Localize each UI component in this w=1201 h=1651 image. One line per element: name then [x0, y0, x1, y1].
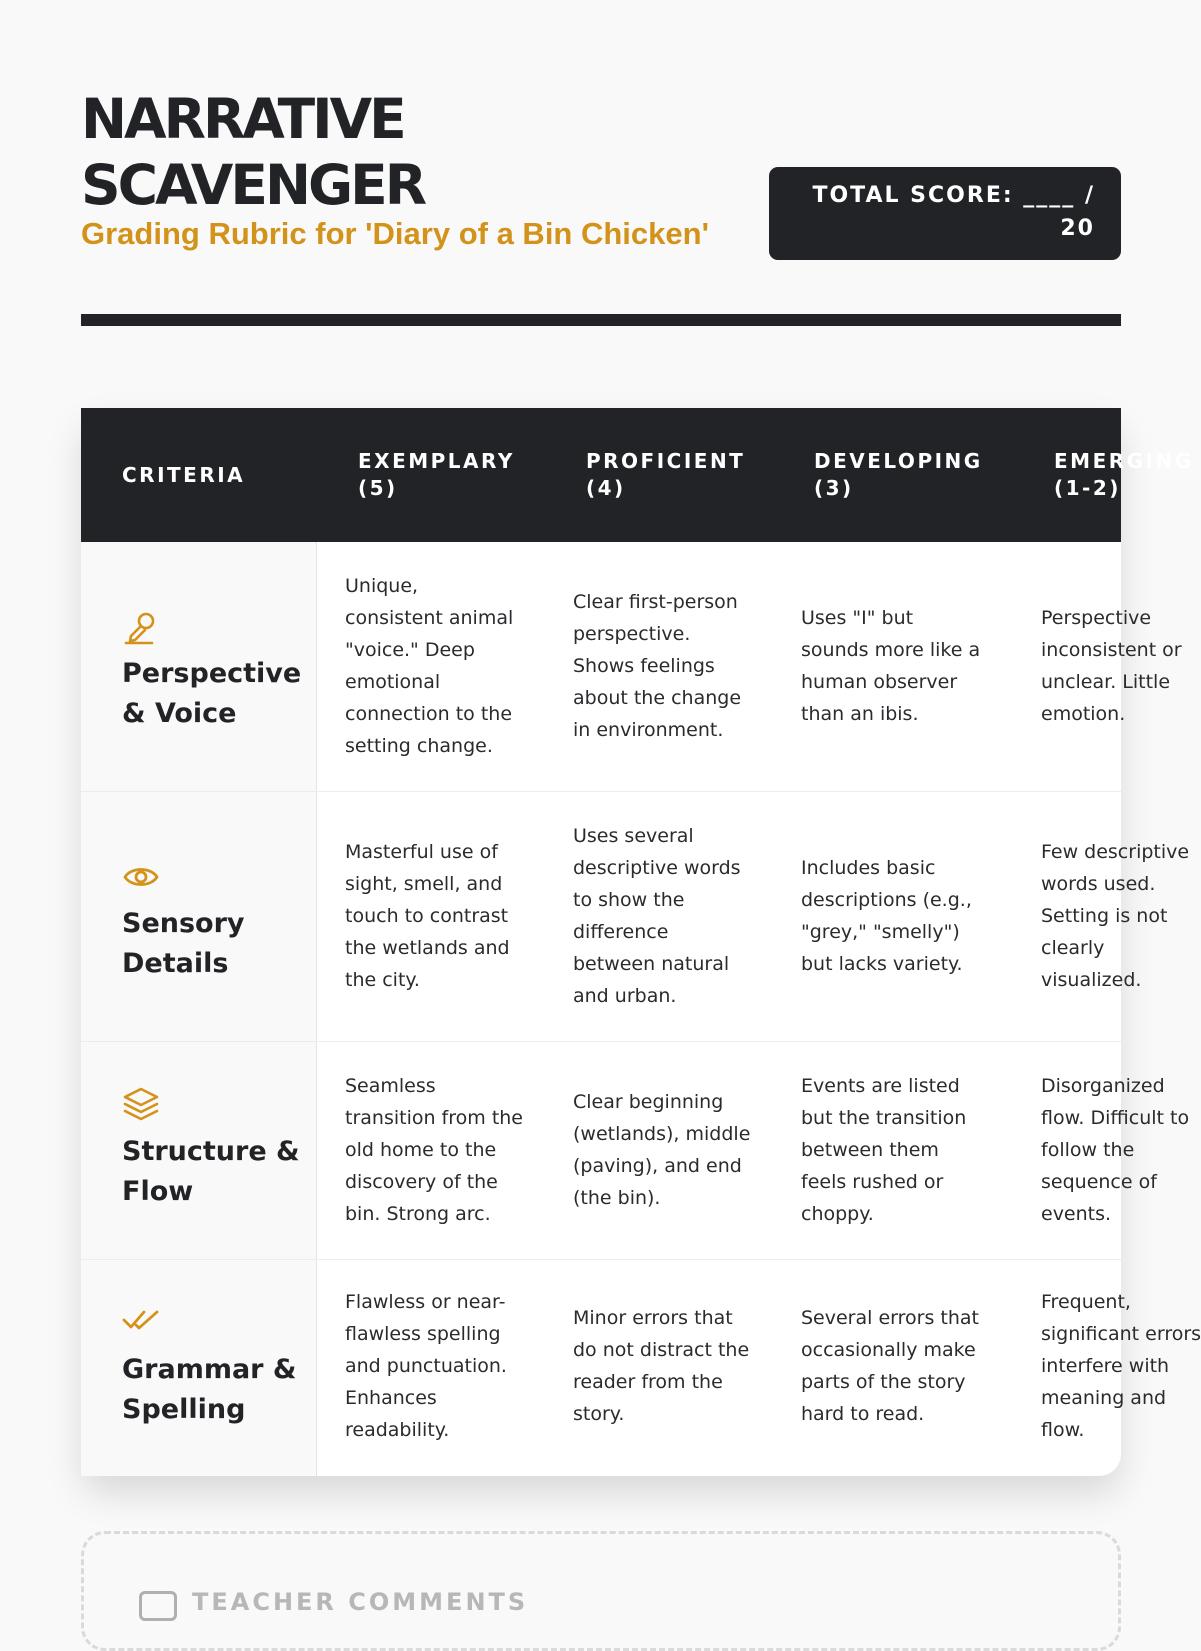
teacher-comments-box[interactable]: [81, 1531, 1121, 1651]
rubric-header-row: [81, 408, 1194, 542]
emerging-cell: Disorganized flow. Difficult to follow the sequence of events.: [1041, 1075, 1190, 1225]
proficient-cell: Clear beginning (wetlands), middle (paving), and end (the bin).: [573, 1091, 751, 1209]
total-score-box: [769, 167, 1121, 260]
developing-cell: Uses "I" but sounds more like a human observer than an ibis.: [801, 607, 981, 725]
column-header-exemplary: EXEMPLARY (5): [358, 449, 515, 500]
criteria-cell: [81, 1260, 317, 1476]
total-score-label: TOTAL SCORE: ____ /: [812, 183, 1095, 208]
rubric-row-structure: [81, 1042, 1190, 1260]
eye-icon: [122, 858, 160, 896]
rubric-table: [81, 408, 1201, 1476]
developing-cell: Events are listed but the transition between them feels rushed or choppy.: [801, 1075, 967, 1225]
column-header-criteria: CRITERIA: [122, 463, 246, 487]
column-header-developing: DEVELOPING (3): [814, 449, 983, 500]
emerging-cell: Few descriptive words used. Setting is not clearly visualized.: [1041, 841, 1190, 991]
proficient-cell: Minor errors that do not distract the reader from the story.: [573, 1307, 750, 1425]
exemplary-cell: Seamless transition from the old home to the discovery of the bin. Strong arc.: [345, 1075, 523, 1225]
emerging-cell: Perspective inconsistent or unclear. Little emotion.: [1041, 607, 1182, 725]
page-title: [81, 86, 461, 218]
double-check-icon: [122, 1301, 160, 1339]
criteria-label: Perspective & Voice: [122, 658, 302, 729]
rubric-row-sensory: [81, 792, 1190, 1042]
criteria-label: Structure & Flow: [122, 1136, 300, 1207]
column-header-proficient: PROFICIENT (4): [586, 449, 746, 500]
column-header-emerging: EMERGING (1-2): [1054, 449, 1194, 500]
developing-cell: Several errors that occasionally make parts of the story hard to read.: [801, 1307, 979, 1425]
exemplary-cell: Unique, consistent animal "voice." Deep emotional connection to the setting change.: [345, 575, 514, 757]
proficient-cell: Clear first-person perspective. Shows feelings about the change in environment.: [573, 591, 742, 741]
developing-cell: Includes basic descriptions (e.g., "grey," "smelly") but lacks variety.: [801, 857, 972, 975]
header-divider: [81, 314, 1121, 326]
rubric-row-perspective: [81, 542, 1182, 792]
exemplary-cell: Flawless or near- flawless spelling and punctuation. Enhances readability.: [345, 1291, 507, 1441]
comment-icon: [139, 1591, 177, 1621]
proficient-cell: Uses several descriptive words to show the difference between natural and urban.: [573, 825, 741, 1007]
title-line-2: SCAVENGER: [81, 153, 425, 217]
layers-icon: [122, 1085, 160, 1123]
teacher-comments-title: TEACHER COMMENTS: [192, 1588, 529, 1616]
page-subtitle: Grading Rubric for 'Diary of a Bin Chicken': [81, 216, 709, 251]
rubric-row-grammar: [81, 1260, 1201, 1476]
page-header: [81, 86, 1121, 266]
title-line-1: NARRATIVE: [81, 87, 404, 151]
exemplary-cell: Masterful use of sight, smell, and touch to contrast the wetlands and the city.: [345, 841, 510, 991]
criteria-label: Sensory Details: [122, 908, 245, 979]
criteria-cell: [81, 1042, 317, 1259]
criteria-cell: [81, 542, 317, 791]
criteria-label: Grammar & Spelling: [122, 1354, 297, 1425]
total-score-max: 20: [1060, 216, 1095, 241]
emerging-cell: Frequent, significant errors interfere with meaning and flow.: [1041, 1291, 1201, 1441]
criteria-cell: [81, 792, 317, 1041]
pen-nib-icon: [122, 608, 160, 646]
